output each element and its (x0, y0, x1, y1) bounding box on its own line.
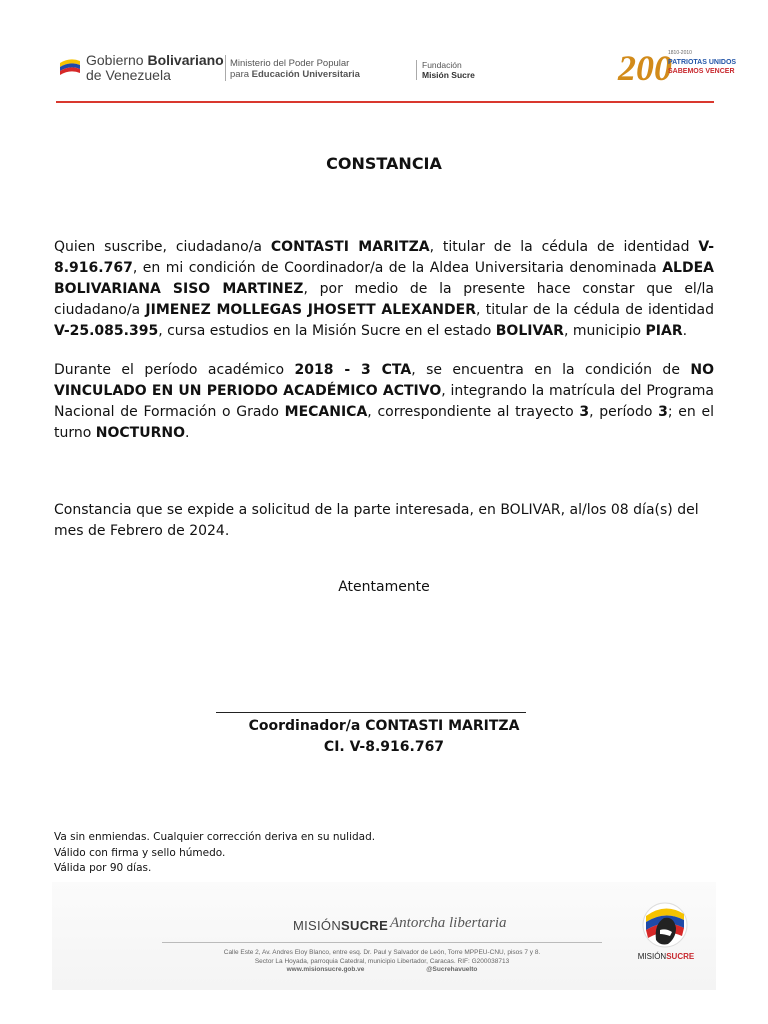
footer-website: www.misionsucre.gob.ve (286, 966, 365, 973)
footer-slogan: Antorcha libertaria (390, 915, 507, 931)
logo-200-number: 200 (618, 48, 672, 88)
mision-sucre-emblem (636, 900, 694, 950)
footer-brand: MISIÓNSUCRE (293, 918, 389, 933)
footer-social: @Sucrehavuelto (426, 966, 478, 973)
validity-notes (54, 830, 375, 877)
footer-background (52, 882, 716, 990)
footer-web-social (162, 966, 602, 973)
government-logo-text: Gobierno Bolivariano de Venezuela (86, 52, 224, 83)
closing-text: Atentamente (338, 579, 430, 595)
paragraph-certification: Quien suscribe, ciudadano/a CONTASTI MARITZA, titular de la cédula de identidad V-8.916.767, en mi condición de Coordinador/a de la Aldea Universitaria denominada ALDEA BOLIVARIANA SISO MARTINEZ, por medio de la presente hace constar que el/la ciudadano/a JIMENEZ MOLLEGAS JHOSETT ALEXANDER, titular de la cédula de identidad V-25.085.395, cursa estudios en la Misión Sucre en el estado BOLIVAR, municipio PIAR. (54, 239, 715, 339)
footer-address: Calle Este 2, Av. Andres Eloy Blanco, entre esq. Dr. Paul y Salvador de León, Torre MPPEU-CNU, pisos 7 y 8. Sector La Hoyada, parroquia Catedral, municipio Libertador, Caracas. RIF: G200038713 (223, 949, 541, 965)
signatory-name: Coordinador/a CONTASTI MARITZA (248, 718, 520, 734)
venezuela-flag-icon (58, 55, 82, 79)
document-title: CONSTANCIA (326, 154, 442, 173)
header-rule (56, 101, 714, 103)
bicentennial-logo (618, 40, 737, 88)
signature-line (216, 712, 526, 713)
logo-200-line2: SABEMOS VENCER (668, 68, 735, 75)
note-line: Válido con firma y sello húmedo. (54, 846, 226, 859)
logo-200-line1: PATRIOTAS UNIDOS (668, 59, 737, 66)
logo-200-small: 1810-2010 (668, 50, 692, 56)
header-divider (225, 55, 226, 81)
footer-rule (162, 942, 602, 943)
ministry-text: Ministerio del Poder Popular para Educación Universitaria (230, 58, 360, 80)
note-line: Válida por 90 días. (54, 862, 152, 874)
paragraph-academic-status: Durante el período académico 2018 - 3 CTA, se encuentra en la condición de NO VINCULADO EN UN PERIODO ACADÉMICO ACTIVO, integrando la matrícula del Programa Nacional de Formación o Grado MECANICA, correspondiente al trayecto 3, período 3; en el turno NOCTURNO. (54, 362, 714, 441)
signatory-id: CI. V-8.916.767 (323, 739, 445, 755)
note-line: Va sin enmiendas. Cualquier corrección deriva en su nulidad. (54, 831, 376, 843)
foundation-text: Fundación Misión Sucre (422, 60, 475, 80)
header-divider (416, 60, 417, 80)
mision-sucre-logo-text: MISIÓNSUCRE (637, 952, 695, 961)
paragraph-issuance: Constancia que se expide a solicitud de la parte interesada, en BOLIVAR, al/los 08 día(s) del mes de Febrero de 2024. (54, 502, 699, 539)
